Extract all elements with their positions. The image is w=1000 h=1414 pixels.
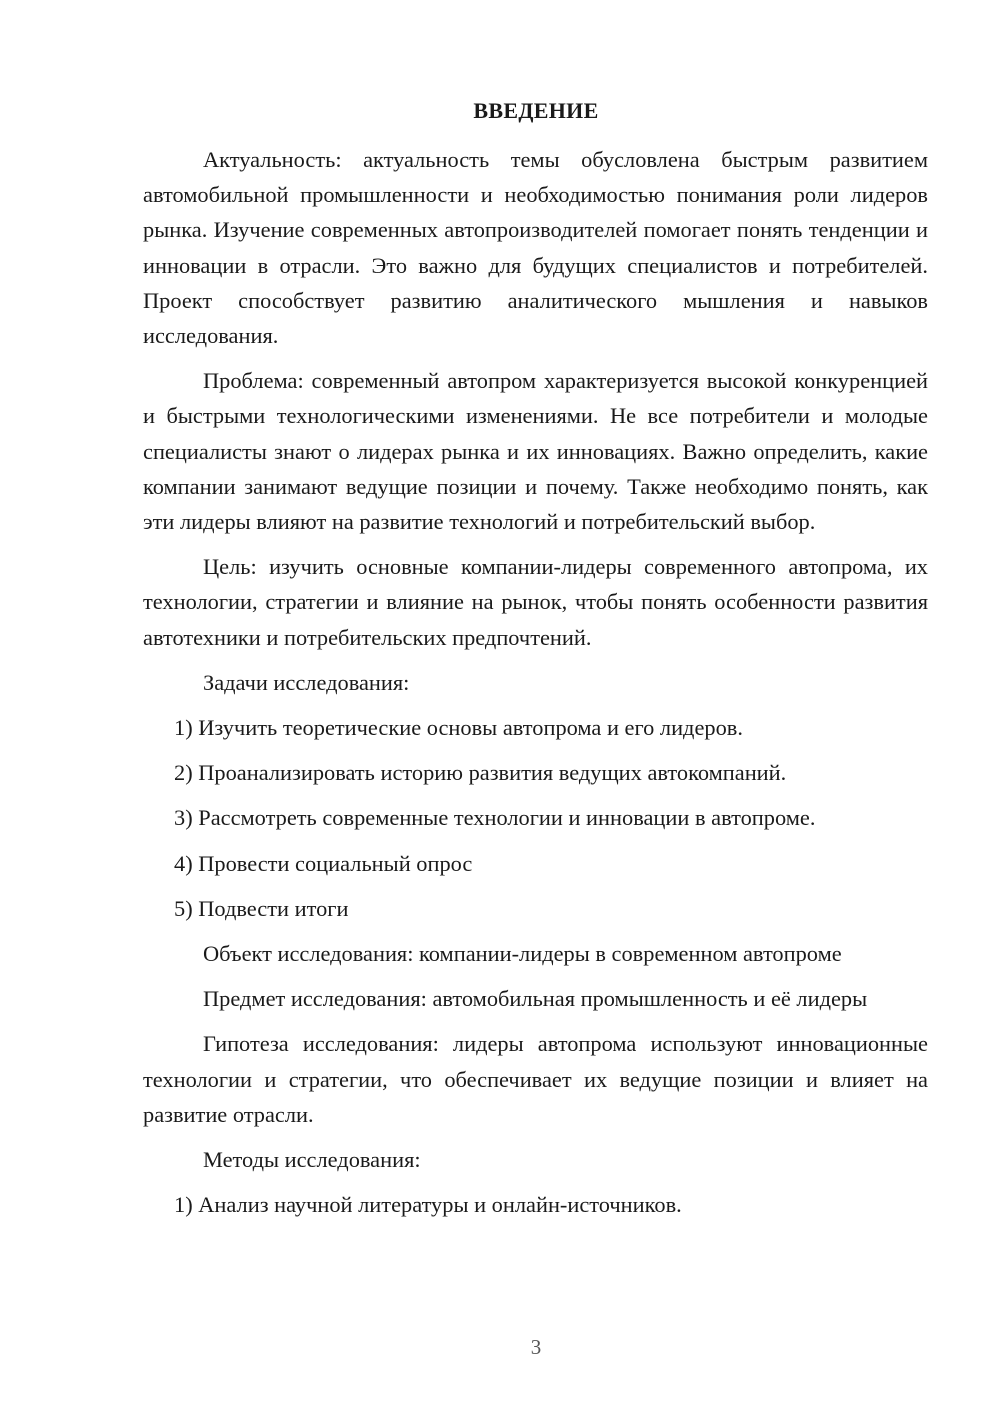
- paragraph-relevance: Актуальность: актуальность темы обусловлена быстрым развитием автомобильной промышленности и необходимостью понимания роли лидеров рынка. Изучение современных автопроизводителей помогает понять тенденции и инновации в отрасли. Это важно для будущих специалистов и потребителей. Проект способствует развитию аналитического мышления и навыков исследования.: [143, 147, 928, 349]
- method-item: 1) Анализ научной литературы и онлайн-источников.: [174, 1192, 682, 1218]
- paragraph-problem: Проблема: современный автопром характеризуется высокой конкуренцией и быстрыми технологическими изменениями. Не все потребители и молодые специалисты знают о лидерах рынка и их инновациях. Важно определить, какие компании занимают ведущие позиции и почему. Также необходимо понять, как эти лидеры влияют на развитие технологий и потребительский выбор.: [143, 368, 928, 535]
- paragraph-goal: Цель: изучить основные компании-лидеры современного автопрома, их технологии, стратегии и влияние на рынок, чтобы понять особенности развития автотехники и потребительских предпочтений.: [143, 554, 928, 650]
- document-body: [143, 142, 928, 1232]
- methods-heading: Методы исследования:: [203, 1147, 421, 1173]
- page-number: 3: [530, 1335, 542, 1359]
- task-item: 2) Проанализировать историю развития ведущих автокомпаний.: [174, 760, 787, 786]
- paragraph-subject: Предмет исследования: автомобильная промышленность и её лидеры: [203, 986, 868, 1012]
- task-item: 1) Изучить теоретические основы автопрома и его лидеров.: [174, 715, 743, 741]
- paragraph-object: Объект исследования: компании-лидеры в современном автопроме: [203, 941, 842, 967]
- page-title: ВВЕДЕНИЕ: [473, 98, 599, 123]
- paragraph-hypothesis: Гипотеза исследования: лидеры автопрома используют инновационные технологии и стратегии, что обеспечивает их ведущие позиции и влияет на развитие отрасли.: [143, 1031, 928, 1127]
- task-item: 5) Подвести итоги: [174, 895, 349, 921]
- tasks-heading: Задачи исследования:: [203, 669, 410, 695]
- task-item: 3) Рассмотреть современные технологии и инновации в автопроме.: [174, 805, 816, 831]
- task-item: 4) Провести социальный опрос: [174, 850, 473, 876]
